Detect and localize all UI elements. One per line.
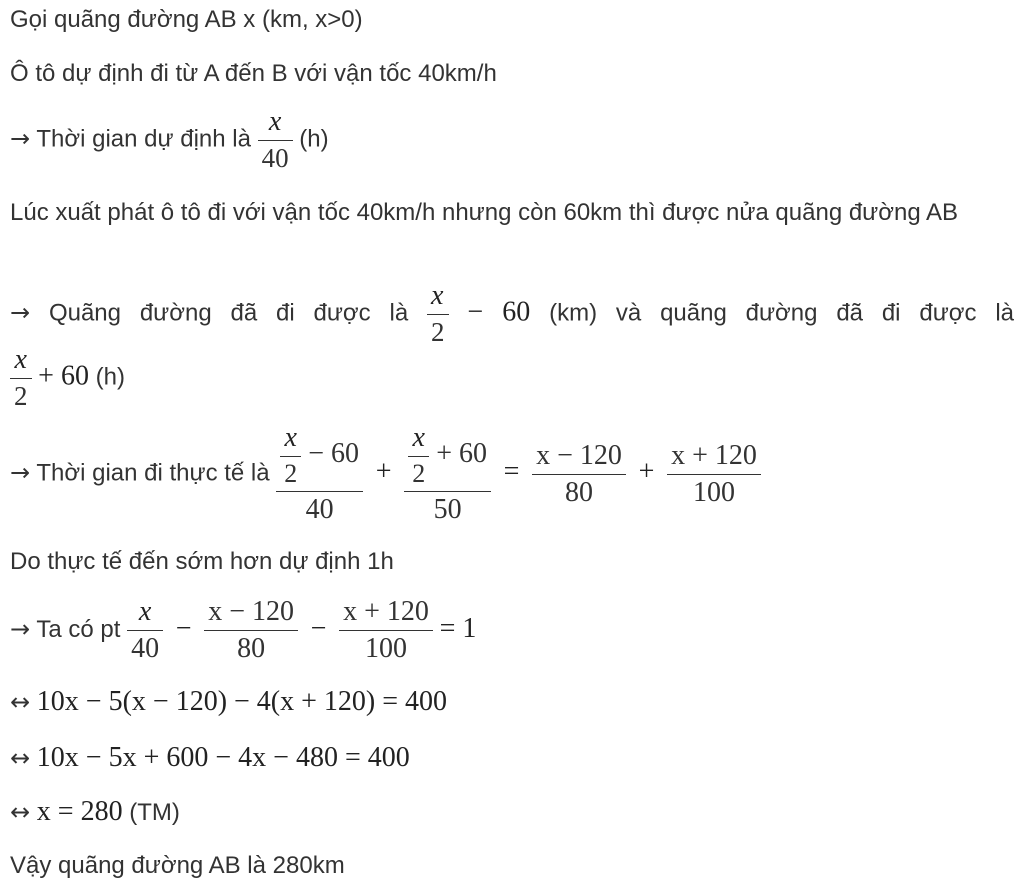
solution-value: x = 280 xyxy=(36,796,123,827)
fraction-denominator: 40 xyxy=(261,143,289,173)
minus-60-term: − 60 xyxy=(467,296,531,328)
minus-sign: − xyxy=(175,612,192,644)
equals-one: = 1 xyxy=(439,612,477,644)
fraction-x-over-2 xyxy=(427,280,449,348)
fraction-complex-1: $\frac{x}{2}$ − 60 40 xyxy=(276,422,363,526)
equation-step-1: 10x − 5(x − 120) − 4(x + 120) = 400 xyxy=(36,686,448,717)
minus-sign: − xyxy=(310,612,327,644)
fraction-x-minus-120-over-80: $\frac{x - 120}{80}$ xyxy=(204,596,298,665)
fraction-numerator: x xyxy=(258,106,293,141)
equals-sign: = xyxy=(503,456,520,488)
minus-60-term: − 60 xyxy=(308,437,360,469)
text-line-distance-continued xyxy=(10,344,125,412)
fraction-complex-2: $\frac{x}{2}$ + 60 50 xyxy=(404,422,491,526)
fraction-x-over-40: $\frac{x}{40}$ xyxy=(127,596,163,665)
distance-label: Quãng đường đã đi được là xyxy=(48,299,409,327)
fraction-x-plus-120-over-100: $\frac{x + 120}{100}$ xyxy=(667,440,761,509)
iff-icon: ↔ xyxy=(10,688,31,716)
text-line-intro: Gọi quãng đường AB x (km, x>0) xyxy=(10,6,363,33)
text-line-conclusion: Vậy quãng đường AB là 280km xyxy=(10,852,345,879)
arrow-icon: → xyxy=(10,298,31,327)
fraction-x-minus-120-over-80: $\frac{x - 120}{80}$ xyxy=(532,440,626,509)
plus-60-term: + 60 xyxy=(38,360,89,392)
text-line-actual-time xyxy=(10,422,761,526)
fraction-denominator: 2 xyxy=(14,381,28,411)
text-line-departure: Lúc xuất phát ô tô đi với vận tốc 40km/h nhưng còn 60km thì được nửa quãng đường AB xyxy=(10,199,959,226)
fraction-x-over-2: $\frac{x}{2}$ xyxy=(280,422,301,489)
arrow-icon: → xyxy=(10,614,31,643)
arrow-icon: → xyxy=(10,124,31,153)
text-line-step-1 xyxy=(10,686,447,718)
actual-time-label: Thời gian đi thực tế là xyxy=(36,459,270,487)
plus-60-term: + 60 xyxy=(436,437,487,469)
fraction-x-over-2 xyxy=(10,344,32,412)
text-line-planned-speed: Ô tô dự định đi từ A đến B với vận tốc 40km/h xyxy=(10,60,497,87)
text-line-distance-travelled xyxy=(10,280,1014,348)
arrow-icon: → xyxy=(10,458,31,487)
plus-sign: + xyxy=(375,456,392,488)
text-line-planned-time xyxy=(10,106,329,174)
planned-time-label: Thời gian dự định là xyxy=(36,125,251,153)
fraction-numerator: x xyxy=(10,344,32,379)
equation-label: Ta có pt xyxy=(36,615,121,643)
text-line-earlier: Do thực tế đến sớm hơn dự định 1h xyxy=(10,548,394,575)
unit-hours: (h) xyxy=(95,363,125,391)
fraction-x-plus-120-over-100: $\frac{x + 120}{100}$ xyxy=(339,596,433,665)
distance-mid-text: (km) và quãng đường đã đi được là xyxy=(549,299,1014,327)
iff-icon: ↔ xyxy=(10,744,31,772)
text-line-step-2 xyxy=(10,742,410,774)
iff-icon: ↔ xyxy=(10,798,31,826)
fraction-x-over-40 xyxy=(258,106,293,174)
text-line-solution xyxy=(10,796,180,828)
unit-hours: (h) xyxy=(299,125,329,153)
fraction-denominator: 2 xyxy=(431,317,445,347)
equation-step-2: 10x − 5x + 600 − 4x − 480 = 400 xyxy=(36,742,410,773)
fraction-x-over-2: $\frac{x}{2}$ xyxy=(408,422,429,489)
plus-sign: + xyxy=(638,456,655,488)
text-line-equation xyxy=(10,596,476,665)
fraction-numerator: x xyxy=(427,280,449,315)
solution-valid-note: (TM) xyxy=(129,799,180,826)
